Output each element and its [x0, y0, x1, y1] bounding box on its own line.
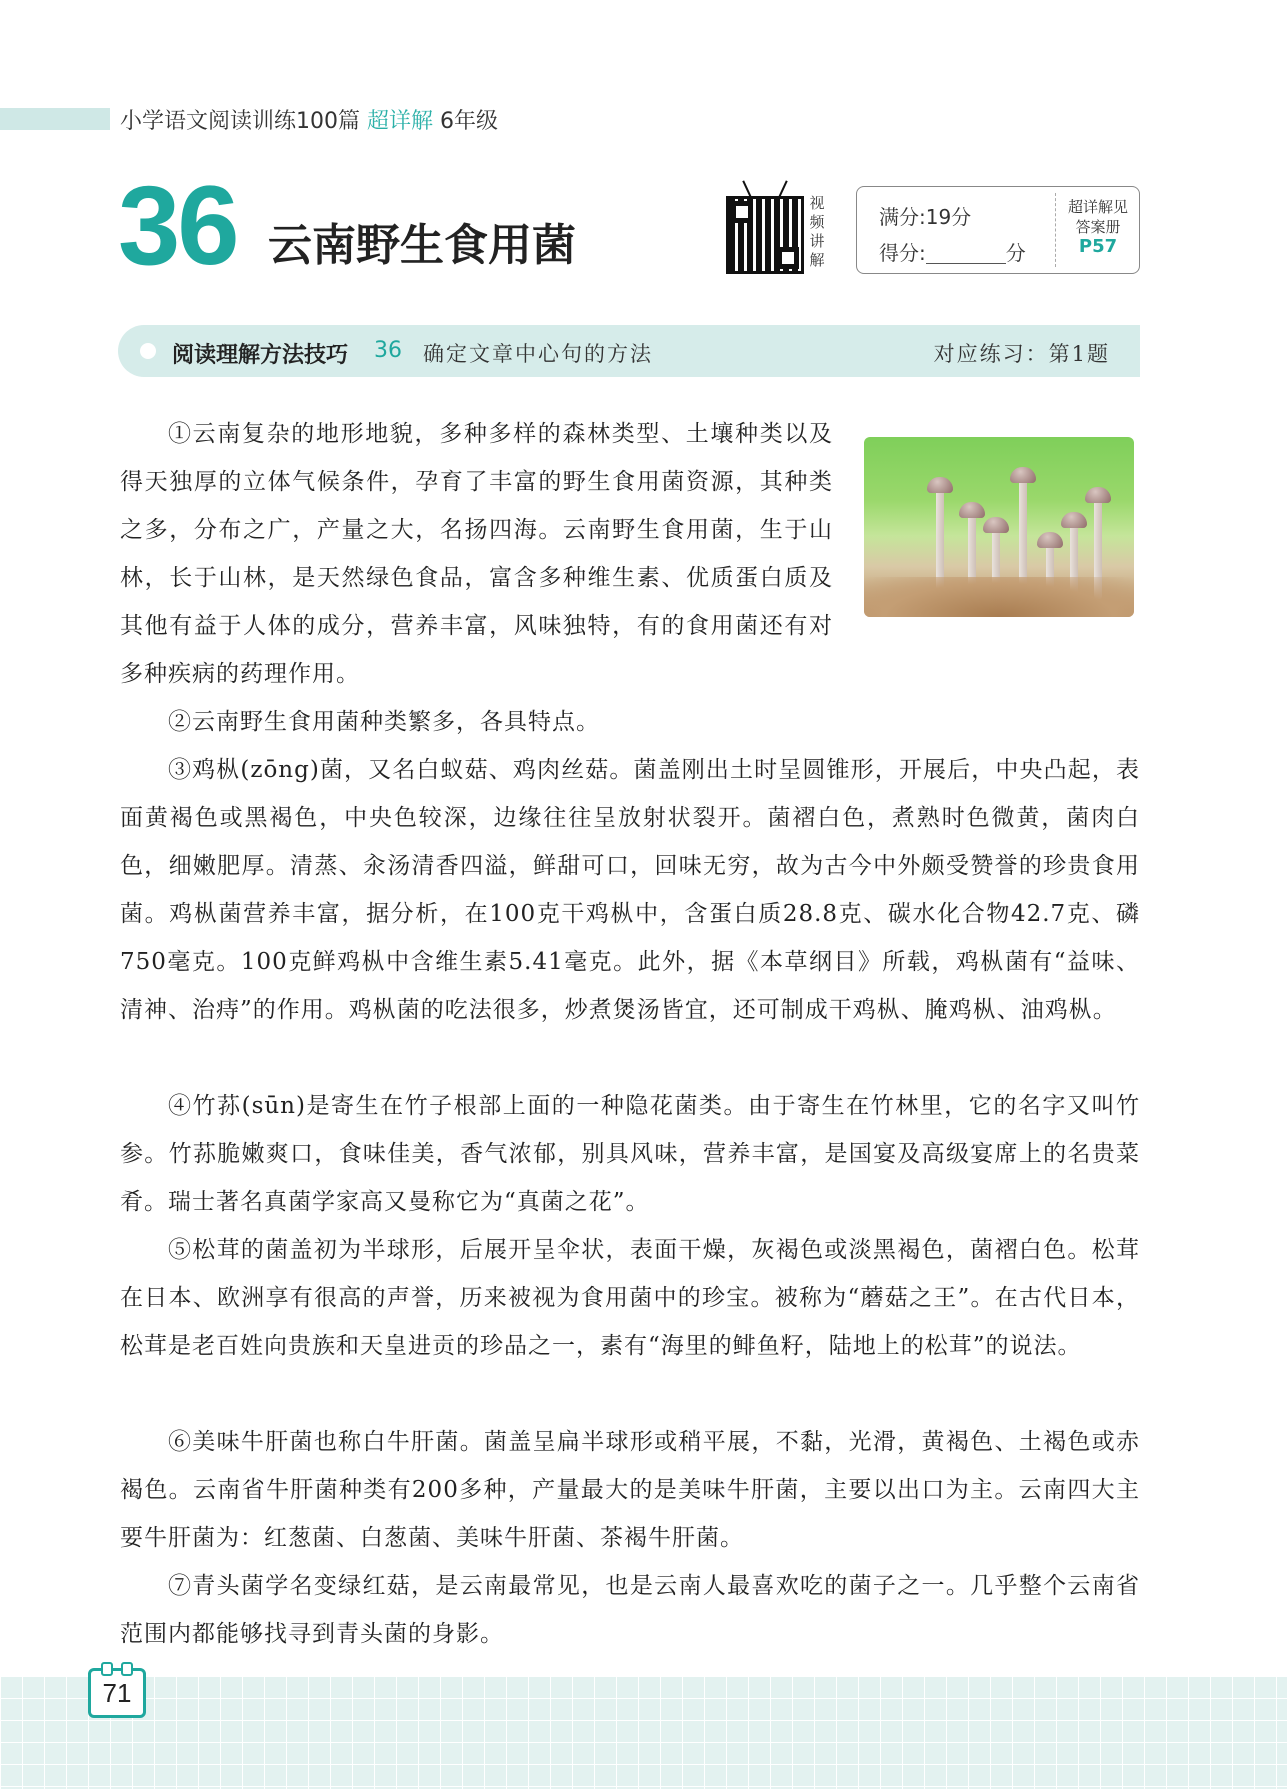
qr-label-char: 视 [809, 194, 825, 212]
video-explain-label [806, 194, 828, 270]
paragraph-7: ⑦青头菌学名变绿红菇，是云南最常见，也是云南人最喜欢吃的菌子之一。几乎整个云南省范围内都能够找寻到青头菌的身影。 [120, 1573, 1140, 1647]
answer-line-1: 超详解见 [1067, 198, 1128, 216]
score-entry [879, 235, 1026, 271]
qr-label-char: 解 [809, 251, 825, 269]
qr-antenna-right [778, 180, 787, 197]
answer-page: P57 [1078, 236, 1118, 257]
score-divider [1055, 193, 1056, 267]
binder-ring-icon [121, 1662, 133, 1676]
score-unit: 分 [1005, 241, 1026, 265]
paragraph-5: ⑤松茸的菌盖初为半球形，后展开呈伞状，表面干燥，灰褐色或淡黑褐色，菌褶白色。松茸在日本、欧洲享有很高的声誉，历来被视为食用菌中的珍宝。被称为“蘑菇之王”。在古代日本，松茸是老百姓向贵族和天皇进贡的珍品之一，素有“海里的鲱鱼籽，陆地上的松茸”的说法。 [120, 1237, 1140, 1359]
series-title: 小学语文阅读训练100篇 [120, 109, 360, 134]
binder-ring-icon [101, 1662, 113, 1676]
method-number: 36 [374, 338, 402, 363]
score-blank[interactable] [926, 245, 1006, 264]
photo-shape [1010, 467, 1036, 483]
photo-shape [959, 502, 985, 518]
qr-code-icon[interactable] [726, 196, 804, 274]
page-number-text: 71 [102, 1678, 132, 1708]
book-header [120, 104, 498, 135]
exercise-reference: 对应练习：第1题 [933, 342, 1110, 366]
lesson-number: 36 [118, 163, 237, 288]
paragraph-4: ④竹荪(sūn)是寄生在竹子根部上面的一种隐花菌类。由于寄生在竹林里，它的名字又叫竹参。竹荪脆嫩爽口，食味佳美，香气浓郁，别具风味，营养丰富，是国宴及高级宴席上的名贵菜肴。瑞士著名真菌学家高又曼称它为“真菌之花”。 [120, 1093, 1140, 1215]
photo-shape [1037, 532, 1063, 548]
edition-label: 超详解 [367, 109, 434, 134]
score-label: 得分: [879, 241, 926, 265]
photo-shape [1061, 512, 1087, 528]
header-accent-bar [0, 108, 110, 130]
photo-shape [1085, 487, 1111, 503]
grade-label: 6年级 [440, 109, 499, 134]
lesson-title: 云南野生食用菌 [268, 220, 576, 271]
answer-line-2: 答案册 [1075, 218, 1121, 236]
qr-antenna-left [742, 180, 751, 197]
full-score: 满分:19分 [879, 205, 972, 229]
mushroom-photo [864, 437, 1134, 617]
bullet-dot-icon [140, 343, 156, 359]
paragraph-2: ②云南野生食用菌种类繁多，各具特点。 [168, 709, 600, 735]
method-label: 阅读理解方法技巧 [172, 343, 349, 368]
method-banner [118, 325, 1140, 377]
paragraph-6: ⑥美味牛肝菌也称白牛肝菌。菌盖呈扁半球形或稍平展，不黏，光滑，黄褐色、土褐色或赤褐色。云南省牛肝菌种类有200多种，产量最大的是美味牛肝菌，主要以出口为主。云南四大主要牛肝菌为：红葱菌、白葱菌、美味牛肝菌、茶褐牛肝菌。 [120, 1429, 1140, 1551]
photo-shape [983, 517, 1009, 533]
page-number [88, 1668, 146, 1718]
paragraph-1: ①云南复杂的地形地貌，多种多样的森林类型、土壤种类以及得天独厚的立体气候条件，孕育了丰富的野生食用菌资源，其种类之多，分布之广，产量之大，名扬四海。云南野生食用菌，生于山林，长于山林，是天然绿色食品，富含多种维生素、优质蛋白质及其他有益于人体的成分，营养丰富，风味独特，有的食用菌还有对多种疾病的药理作用。 [120, 421, 833, 687]
footer-grid [0, 1676, 1287, 1789]
method-description: 确定文章中心句的方法 [423, 342, 653, 366]
qr-label-char: 频 [809, 213, 825, 231]
score-box [856, 186, 1140, 274]
paragraph-3: ③鸡枞(zōng)菌，又名白蚁菇、鸡肉丝菇。菌盖刚出土时呈圆锥形，开展后，中央凸起，表面黄褐色或黑褐色，中央色较深，边缘往往呈放射状裂开。菌褶白色，煮熟时色微黄，菌肉白色，细嫩肥厚。清蒸、汆汤清香四溢，鲜甜可口，回味无穷，故为古今中外颇受赞誉的珍贵食用菌。鸡枞菌营养丰富，据分析，在100克干鸡枞中，含蛋白质28.8克、碳水化合物42.7克、磷750毫克。100克鲜鸡枞中含维生素5.41毫克。此外，据《本草纲目》所载，鸡枞菌有“益味、清神、治痔”的作用。鸡枞菌的吃法很多，炒煮煲汤皆宜，还可制成干鸡枞、腌鸡枞、油鸡枞。 [120, 757, 1140, 1023]
answer-reference [1057, 197, 1139, 257]
photo-shape [927, 477, 953, 493]
photo-shape [864, 577, 1134, 617]
score-info [879, 199, 1026, 271]
qr-label-char: 讲 [809, 232, 825, 250]
